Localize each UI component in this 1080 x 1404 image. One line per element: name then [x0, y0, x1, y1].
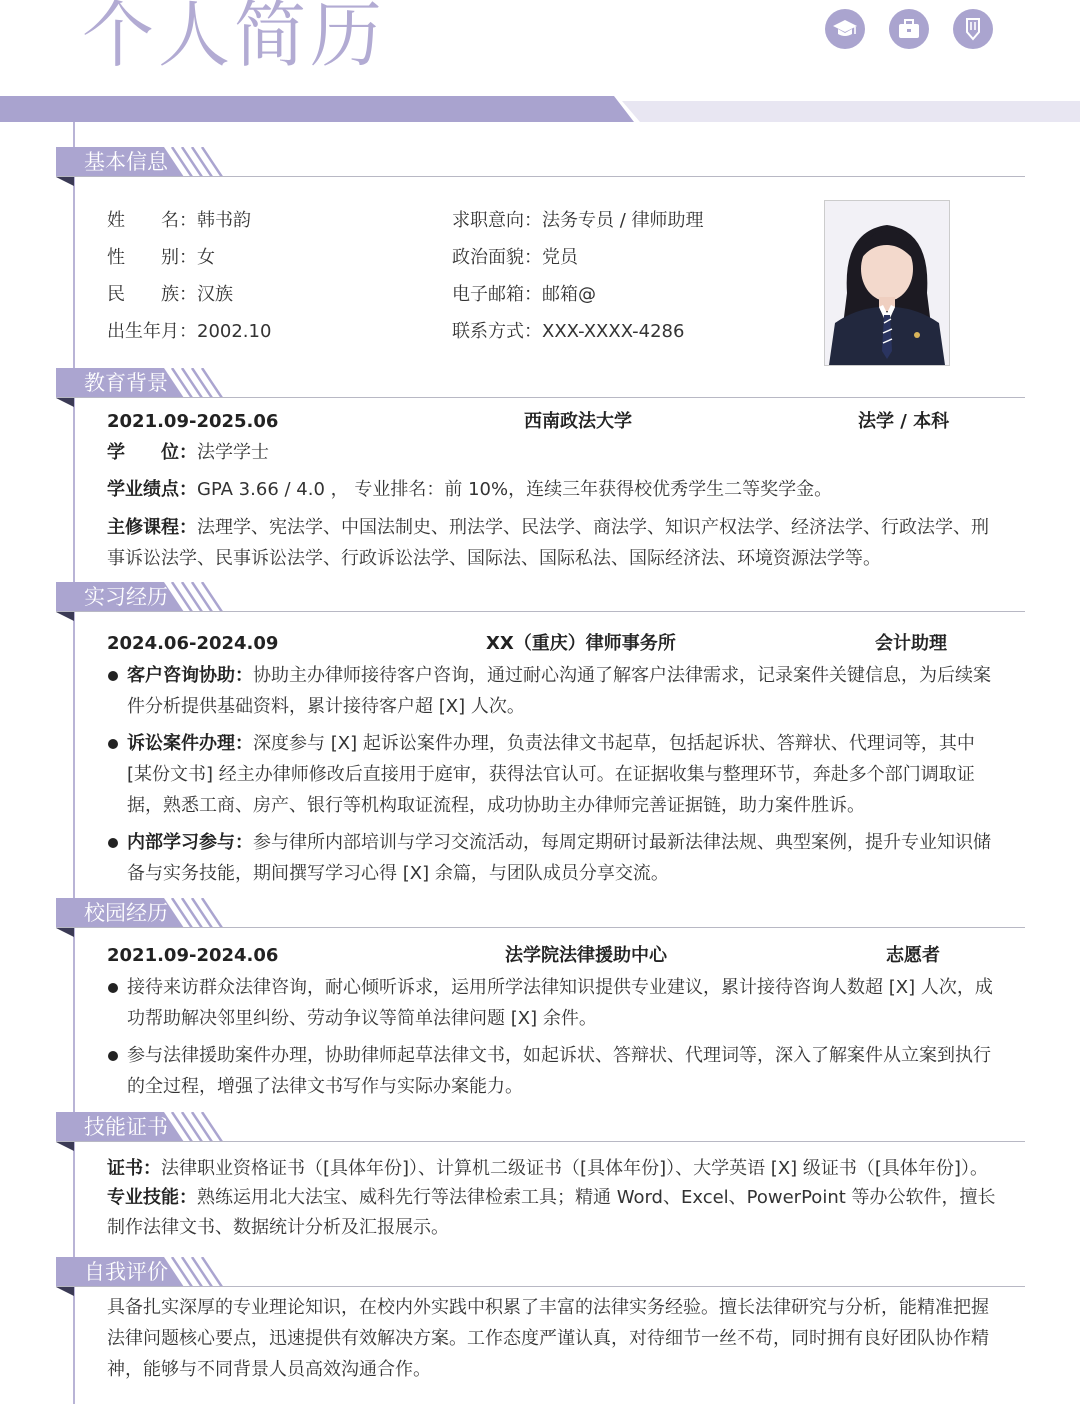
email-row: 电子邮箱：邮箱@ — [452, 284, 596, 305]
degree-row: 学 位：法学学士 — [107, 442, 269, 463]
internship-item: 诉讼案件办理：深度参与 [X] 起诉讼案件办理，负责法律文书起草，包括起诉状、答辩状、代理词等，其中 [某份文书] 经主办律师修改后直接用于庭审，获得法官认可。在证据收集与整理环节，奔赴多个部门调取证据，熟悉工商、房产、银行等机构取证流程，成功协助主办律师完善证据链，助力案件胜诉。 — [127, 733, 975, 816]
timeline-line — [73, 122, 75, 1404]
section-header-campus — [56, 898, 236, 928]
gpa-row: 学业绩点：GPA 3.66 / 4.0 ， 专业排名：前 10%，连续三年获得校优秀学生二等奖学金。 — [107, 479, 833, 500]
courses-row: 主修课程：法理学、宪法学、中国法制史、刑法学、民法学、商法学、知识产权法学、经济法学、行政法学、刑事诉讼法学、民事诉讼法学、行政诉讼法学、国际法、国际私法、国际经济法、环境资源法学等。 — [107, 517, 989, 569]
campus-org: 法学院法律援助中心 — [505, 945, 667, 966]
section-header-internship — [56, 582, 236, 612]
bullet-dot — [108, 983, 118, 993]
name-row: 姓 名：韩书韵 — [107, 210, 251, 231]
self-evaluation-text: 具备扎实深厚的专业理论知识，在校内外实践中积累了丰富的法律实务经验。擅长法律研究与分析，能精准把握法律问题核心要点，迅速提供有效解决方案。工作态度严谨认真，对待细节一丝不苟，同时拥有良好团队协作精神，能够与不同背景人员高效沟通合作。 — [107, 1297, 989, 1380]
graduation-cap-icon — [825, 9, 865, 49]
campus-period: 2021.09-2024.06 — [107, 945, 279, 966]
bullet-dot — [108, 671, 118, 681]
internship-period: 2024.06-2024.09 — [107, 633, 279, 654]
section-header-basic — [56, 147, 236, 177]
campus-item: 接待来访群众法律咨询，耐心倾听诉求，运用所学法律知识提供专业建议，累计接待咨询人数超 [X] 人次，成功帮助解决邻里纠纷、劳动争议等简单法律问题 [X] 余件。 — [127, 977, 993, 1029]
section-title: 校园经历 — [84, 901, 168, 925]
section-divider — [56, 1141, 1025, 1142]
internship-role: 会计助理 — [875, 633, 947, 654]
gender-row: 性 别：女 — [107, 247, 215, 268]
header-band — [0, 96, 634, 122]
section-divider — [56, 397, 1025, 398]
bullet-dot — [108, 838, 118, 848]
bullet-dot — [108, 739, 118, 749]
section-title: 自我评价 — [84, 1260, 168, 1284]
section-divider — [56, 1286, 1025, 1287]
section-header-evaluation — [56, 1257, 236, 1287]
education-period: 2021.09-2025.06 — [107, 411, 279, 432]
skills-row: 专业技能：熟练运用北大法宝、威科先行等法律检索工具；精通 Word、Excel、PowerPoint 等办公软件，擅长制作法律文书、数据统计分析及汇报展示。 — [107, 1187, 996, 1238]
political-row: 政治面貌：党员 — [452, 247, 578, 268]
ethnic-row: 民 族：汉族 — [107, 284, 233, 305]
phone-row: 联系方式：XXX-XXXX-4286 — [452, 321, 685, 342]
job-intention-row: 求职意向：法务专员 / 律师助理 — [452, 210, 704, 231]
section-header-education — [56, 368, 236, 398]
section-title: 实习经历 — [84, 585, 168, 609]
section-divider — [56, 176, 1025, 177]
section-title: 技能证书 — [84, 1115, 168, 1139]
profile-photo — [824, 200, 950, 366]
internship-item: 内部学习参与：参与律所内部培训与学习交流活动，每周定期研讨最新法律法规、典型案例，提升专业知识储备与实务技能，期间撰写学习心得 [X] 余篇，与团队成员分享交流。 — [127, 832, 991, 884]
birth-row: 出生年月：2002.10 — [107, 321, 272, 342]
campus-item: 参与法律援助案件办理，协助律师起草法律文书，如起诉状、答辩状、代理词等，深入了解案件从立案到执行的全过程，增强了法律文书写作与实际办案能力。 — [127, 1045, 991, 1097]
section-title: 基本信息 — [84, 150, 168, 174]
education-school: 西南政法大学 — [524, 411, 632, 432]
internship-item: 客户咨询协助：协助主办律师接待客户咨询，通过耐心沟通了解客户法律需求，记录案件关键信息，为后续案件分析提供基础资料，累计接待客户超 [X] 人次。 — [127, 665, 991, 717]
briefcase-icon — [889, 9, 929, 49]
section-title: 教育背景 — [84, 371, 168, 395]
internship-org: XX（重庆）律师事务所 — [486, 633, 676, 654]
page-title: 个人简历 — [82, 0, 387, 77]
section-divider — [56, 611, 1025, 612]
pen-icon — [953, 9, 993, 49]
certificates-row: 证书：法律职业资格证书（[具体年份]）、计算机二级证书（[具体年份]）、大学英语 [X] 级证书（[具体年份]）。 — [107, 1158, 988, 1179]
section-divider — [56, 927, 1025, 928]
bullet-dot — [108, 1051, 118, 1061]
header-band-light — [622, 101, 1080, 122]
education-major: 法学 / 本科 — [858, 411, 950, 432]
section-header-skills — [56, 1112, 236, 1142]
campus-role: 志愿者 — [886, 945, 940, 966]
